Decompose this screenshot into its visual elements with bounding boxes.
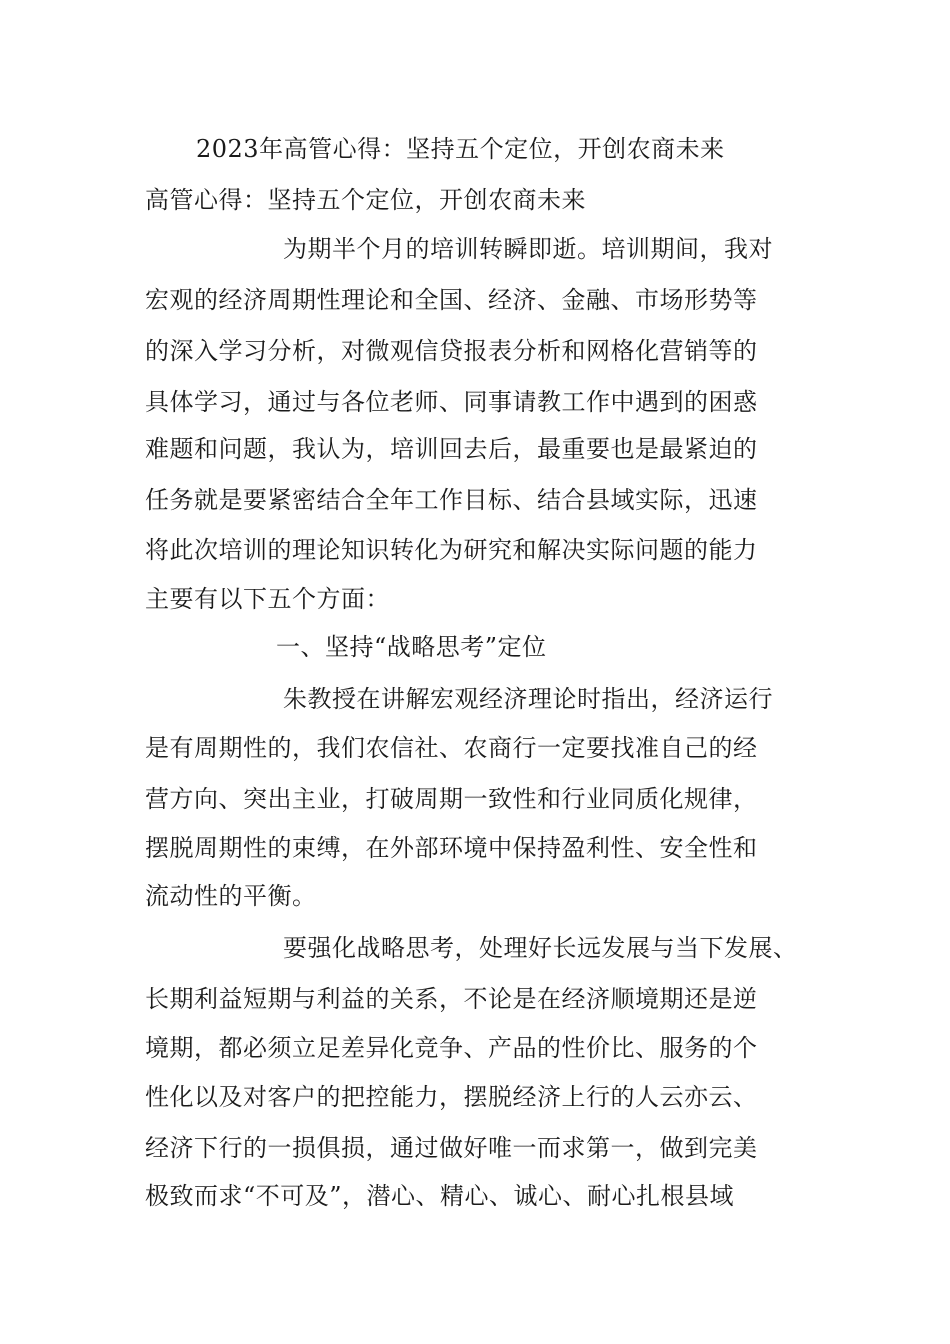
paragraph-line: 流动性的平衡。: [145, 882, 317, 910]
paragraph-line: 主要有以下五个方面：: [145, 585, 390, 613]
paragraph-line: 摆脱周期性的束缚，在外部环境中保持盈利性、安全性和: [145, 834, 758, 862]
paragraph-line: 境期，都必须立足差异化竞争、产品的性价比、服务的个: [145, 1034, 758, 1062]
paragraph-line: 为期半个月的培训转瞬即逝。培训期间，我对: [283, 235, 773, 263]
paragraph-line: 宏观的经济周期性理论和全国、经济、金融、市场形势等: [145, 286, 758, 314]
paragraph-line: 将此次培训的理论知识转化为研究和解决实际问题的能力: [145, 536, 758, 564]
paragraph-line: 的深入学习分析，对微观信贷报表分析和网格化营销等的: [145, 337, 758, 365]
section-heading: 一、坚持“战略思考”定位: [276, 633, 547, 661]
document-title: 2023年高管心得：坚持五个定位，开创农商未来: [196, 135, 725, 163]
document-subtitle: 高管心得：坚持五个定位，开创农商未来: [145, 186, 586, 214]
paragraph-line: 经济下行的一损俱损，通过做好唯一而求第一，做到完美: [145, 1134, 758, 1162]
paragraph-line: 极致而求“不可及”，潜心、精心、诚心、耐心扎根县域: [145, 1182, 735, 1210]
paragraph-line: 性化以及对客户的把控能力，摆脱经济上行的人云亦云、: [145, 1083, 758, 1111]
paragraph-line: 要强化战略思考，处理好长远发展与当下发展、: [283, 934, 798, 962]
paragraph-line: 营方向、突出主业，打破周期一致性和行业同质化规律，: [145, 785, 758, 813]
paragraph-line: 具体学习，通过与各位老师、同事请教工作中遇到的困惑: [145, 388, 758, 416]
paragraph-line: 难题和问题，我认为，培训回去后，最重要也是最紧迫的: [145, 435, 758, 463]
paragraph-line: 是有周期性的，我们农信社、农商行一定要找准自己的经: [145, 734, 758, 762]
paragraph-line: 长期利益短期与利益的关系，不论是在经济顺境期还是逆: [145, 985, 758, 1013]
paragraph-line: 任务就是要紧密结合全年工作目标、结合县域实际，迅速: [145, 486, 758, 514]
paragraph-line: 朱教授在讲解宏观经济理论时指出，经济运行: [283, 685, 773, 713]
